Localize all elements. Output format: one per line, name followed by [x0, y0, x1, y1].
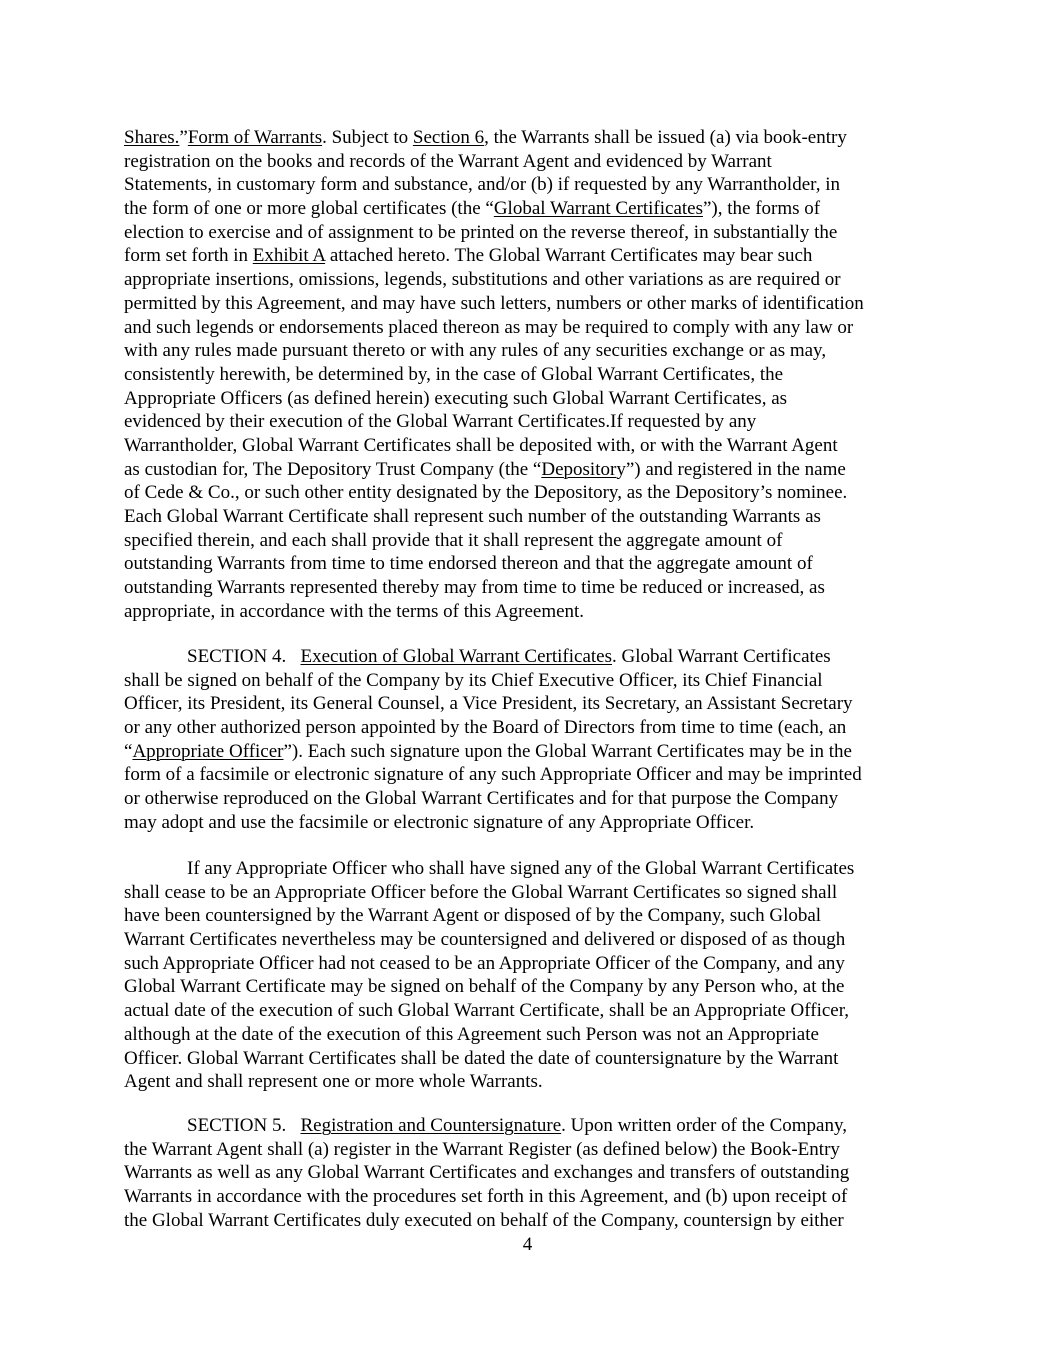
text-segment: SECTION 5. — [187, 1115, 301, 1136]
text-line — [124, 221, 944, 245]
text-line — [124, 244, 944, 268]
text-segment: permitted by this Agreement, and may have such letters, numbers or other marks of identification — [124, 292, 864, 314]
text-line — [124, 292, 944, 316]
text-segment: evidenced by their execution of the Global Warrant Certificates.If requested by any — [124, 411, 757, 433]
text-segment: outstanding Warrants from time to time endorsed thereon and that the aggregate amount of — [124, 553, 813, 575]
defined-term: Depositor — [541, 458, 617, 480]
text-segment: form of a facsimile or electronic signature of any such Appropriate Officer and may be imprinted — [124, 764, 862, 786]
text-line — [124, 197, 944, 221]
paragraph-form-of-warrants — [124, 126, 944, 623]
text-segment: form set forth in — [124, 245, 253, 267]
paragraph-section-4 — [124, 645, 944, 835]
text-segment: have been countersigned by the Warrant Agent or disposed of by the Company, such Global — [124, 905, 822, 927]
text-segment: specified therein, and each shall provide that it shall represent the aggregate amount of — [124, 529, 783, 551]
text-segment: and such legends or endorsements placed thereon as may be required to comply with any law or — [124, 316, 854, 338]
text-line — [124, 763, 944, 787]
text-line — [124, 669, 944, 693]
text-segment: Officer. Global Warrant Certificates shall be dated the date of countersignature by the Warrant — [124, 1047, 839, 1069]
text-line — [124, 316, 944, 340]
defined-term: Section 6 — [412, 127, 485, 148]
text-line — [124, 904, 944, 928]
text-segment: as custodian for, The Depository Trust Company (the “ — [124, 458, 542, 480]
text-segment: ”). Each such signature upon the Global Warrant Certificates may be in the — [283, 740, 852, 762]
text-line — [124, 529, 944, 553]
defined-term: Appropriate Officer — [132, 740, 284, 762]
text-segment: of Cede & Co., or such other entity designated by the Depository, as the Depository’s nominee. — [124, 482, 848, 504]
text-line — [124, 173, 944, 197]
text-segment: shall cease to be an Appropriate Officer before the Global Warrant Certificates so signed shall — [124, 881, 838, 903]
text-segment: SECTION 4. — [187, 646, 301, 667]
text-segment: may adopt and use the facsimile or electronic signature of any Appropriate Officer. — [124, 811, 755, 833]
text-line — [124, 481, 944, 505]
text-line — [124, 811, 944, 835]
text-segment: Warrants as well as any Global Warrant Certificates and exchanges and transfers of outstanding — [124, 1162, 850, 1184]
text-segment: If any Appropriate Officer who shall have signed any of the Global Warrant Certificates — [187, 858, 855, 879]
defined-term: Exhibit A — [252, 245, 326, 267]
defined-term: Form of Warrants — [187, 127, 323, 148]
text-segment: Warrants in accordance with the procedures set forth in this Agreement, and (b) upon receipt of — [124, 1186, 848, 1208]
text-segment: registration on the books and records of the Warrant Agent and evidenced by Warrant — [124, 150, 772, 172]
text-segment: Agent and shall represent one or more whole Warrants. — [124, 1071, 543, 1093]
text-segment: , the Warrants shall be issued (a) via book-entry — [484, 127, 847, 148]
text-segment: . Subject to — [322, 127, 413, 148]
text-segment: although at the date of the execution of this Agreement such Person was not an Appropriate — [124, 1023, 819, 1045]
text-segment: appropriate, in accordance with the terms of this Agreement. — [124, 600, 585, 622]
text-line — [124, 952, 944, 976]
text-line — [124, 645, 944, 669]
text-line — [124, 1023, 944, 1047]
text-segment: the Warrant Agent shall (a) register in the Warrant Register (as defined below) the Book-Entry — [124, 1138, 840, 1160]
text-segment: attached hereto. The Global Warrant Certificates may bear such — [325, 245, 813, 267]
text-line — [124, 1070, 944, 1094]
text-line — [124, 1047, 944, 1071]
text-line — [124, 692, 944, 716]
text-segment: the form of one or more global certificates (the “ — [124, 198, 494, 220]
text-line — [124, 928, 944, 952]
text-segment: Statements, in customary form and substance, and/or (b) if requested by any Warrantholder, in — [124, 174, 840, 196]
text-line — [124, 339, 944, 363]
text-line — [124, 881, 944, 905]
defined-term: Shares. — [124, 127, 180, 148]
text-segment: such Appropriate Officer had not ceased to be an Appropriate Officer of the Company, and any — [124, 952, 845, 974]
text-line — [124, 740, 944, 764]
text-segment: or any other authorized person appointed by the Board of Directors from time to time (each, an — [124, 717, 847, 739]
text-line — [124, 1185, 944, 1209]
text-line — [124, 1114, 944, 1138]
text-line — [124, 716, 944, 740]
text-line — [124, 1209, 944, 1233]
text-line — [124, 363, 944, 387]
text-line — [124, 576, 944, 600]
text-segment: . Global Warrant Certificates — [612, 646, 831, 667]
text-segment: Officer, its President, its General Counsel, a Vice President, its Secretary, an Assistant Secretary — [124, 693, 853, 715]
text-line — [124, 787, 944, 811]
text-line — [124, 150, 944, 174]
text-segment: “ — [124, 740, 133, 762]
defined-term: Execution of Global Warrant Certificates — [300, 646, 612, 667]
text-segment: Warrantholder, Global Warrant Certificates shall be deposited with, or with the Warrant Agent — [124, 434, 838, 456]
text-segment: the Global Warrant Certificates duly executed on behalf of the Company, countersign by either — [124, 1209, 844, 1231]
text-line — [124, 458, 944, 482]
text-segment: ”), the forms of — [702, 198, 821, 220]
text-line — [124, 1161, 944, 1185]
text-line — [124, 975, 944, 999]
page-number: 4 — [522, 1234, 533, 1255]
text-segment: Each Global Warrant Certificate shall represent such number of the outstanding Warrants as — [124, 506, 821, 527]
text-line — [124, 126, 944, 150]
text-line — [124, 268, 944, 292]
text-segment: y”) and registered in the name — [616, 458, 846, 480]
text-segment: or otherwise reproduced on the Global Warrant Certificates and for that purpose the Company — [124, 788, 839, 810]
text-segment: ” — [179, 127, 188, 148]
text-segment: Warrant Certificates nevertheless may be countersigned and delivered or disposed of as though — [124, 929, 846, 951]
text-line — [124, 552, 944, 576]
text-line — [124, 434, 944, 458]
text-line — [124, 1138, 944, 1162]
paragraph-section-5 — [124, 1114, 944, 1232]
text-line — [124, 505, 944, 529]
defined-term: Registration and Countersignature — [300, 1115, 562, 1136]
defined-term: Global Warrant Certificates — [493, 198, 703, 220]
text-segment: consistently herewith, be determined by, in the case of Global Warrant Certificates, the — [124, 363, 784, 385]
text-segment: outstanding Warrants represented thereby may from time to time be reduced or increased, as — [124, 577, 825, 599]
text-segment: Global Warrant Certificate may be signed on behalf of the Company by any Person who, at the — [124, 976, 845, 998]
text-segment: actual date of the execution of such Global Warrant Certificate, shall be an Appropriate Officer, — [124, 1000, 850, 1022]
text-segment: . Upon written order of the Company, — [561, 1115, 847, 1136]
text-line — [124, 387, 944, 411]
text-segment: election to exercise and of assignment to be printed on the reverse thereof, in substantially the — [124, 221, 838, 243]
text-segment: Appropriate Officers (as defined herein) executing such Global Warrant Certificates, as — [124, 387, 788, 409]
paragraph-appropriate-officer — [124, 857, 944, 1094]
text-segment: appropriate insertions, omissions, legends, substitutions and other variations as are required or — [124, 269, 841, 291]
text-segment: shall be signed on behalf of the Company by its Chief Executive Officer, its Chief Financial — [124, 669, 823, 691]
text-line — [124, 410, 944, 434]
text-line — [124, 600, 944, 624]
text-segment: with any rules made pursuant thereto or with any rules of any securities exchange or as may, — [124, 340, 827, 362]
text-line — [124, 999, 944, 1023]
text-line — [124, 857, 944, 881]
